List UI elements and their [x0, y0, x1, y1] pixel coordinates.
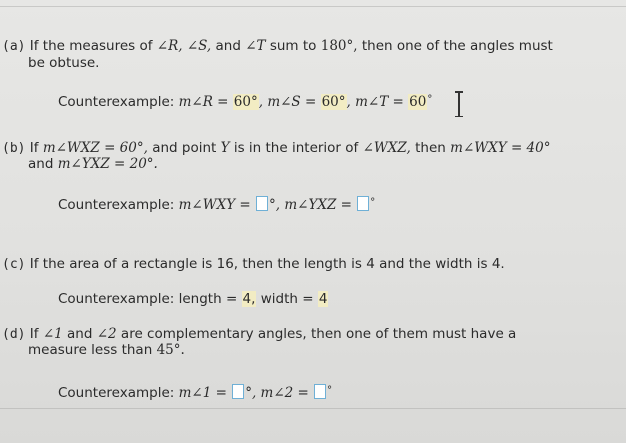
question-d-label: (d) [2, 327, 26, 342]
question-c-answer: Counterexample: length = 4, width = 4 [58, 291, 328, 307]
question-b-answer: Counterexample: m∠WXY = °, m∠YXZ = ° [58, 197, 376, 213]
answer-b-yxz-input[interactable] [357, 196, 369, 211]
answer-a-r-input[interactable]: 60° [233, 94, 258, 110]
answer-a-t-input[interactable]: 60 [409, 94, 427, 110]
answer-a-s-input[interactable]: 60° [321, 94, 346, 110]
question-c-label: (c) [2, 257, 26, 272]
counterexample-label: Counterexample: [58, 94, 175, 110]
answer-b-wxy-input[interactable] [256, 196, 268, 211]
answer-d-angle1-input[interactable] [232, 384, 244, 399]
question-c-line1: (c) If the area of a rectangle is 16, then the length is 4 and the width is 4. [2, 256, 505, 272]
answer-c-length-input[interactable]: 4, [242, 291, 256, 307]
counterexample-label: Counterexample: [58, 197, 175, 213]
text-cursor-icon [458, 91, 460, 117]
question-a-line2: be obtuse. [28, 55, 100, 71]
question-a-line1: (a) If the measures of ∠R, ∠S, and ∠T sum to 180°, then one of the angles must [2, 38, 553, 54]
counterexample-label: Counterexample: [58, 291, 175, 307]
question-b-line2: and m∠YXZ = 20°. [28, 156, 158, 172]
question-d-line2: measure less than 45°. [28, 342, 185, 358]
answer-c-width-input[interactable]: 4 [318, 291, 328, 307]
question-d-answer: Counterexample: m∠1 = °, m∠2 = ° [58, 385, 333, 401]
counterexample-label: Counterexample: [58, 385, 175, 401]
answer-d-angle2-input[interactable] [314, 384, 326, 399]
question-d-line1: (d) If ∠1 and ∠2 are complementary angles, then one of them must have a [2, 326, 517, 342]
question-b-label: (b) [2, 141, 26, 156]
bottom-rule [0, 408, 626, 409]
top-rule [0, 6, 626, 7]
question-b-line1: (b) If m∠WXZ = 60°, and point Y is in the interior of ∠WXZ, then m∠WXY = 40° [2, 140, 551, 156]
question-a-label: (a) [2, 39, 26, 54]
question-a-answer: Counterexample: m∠R = 60°, m∠S = 60°, m∠T = 60° [58, 94, 433, 110]
